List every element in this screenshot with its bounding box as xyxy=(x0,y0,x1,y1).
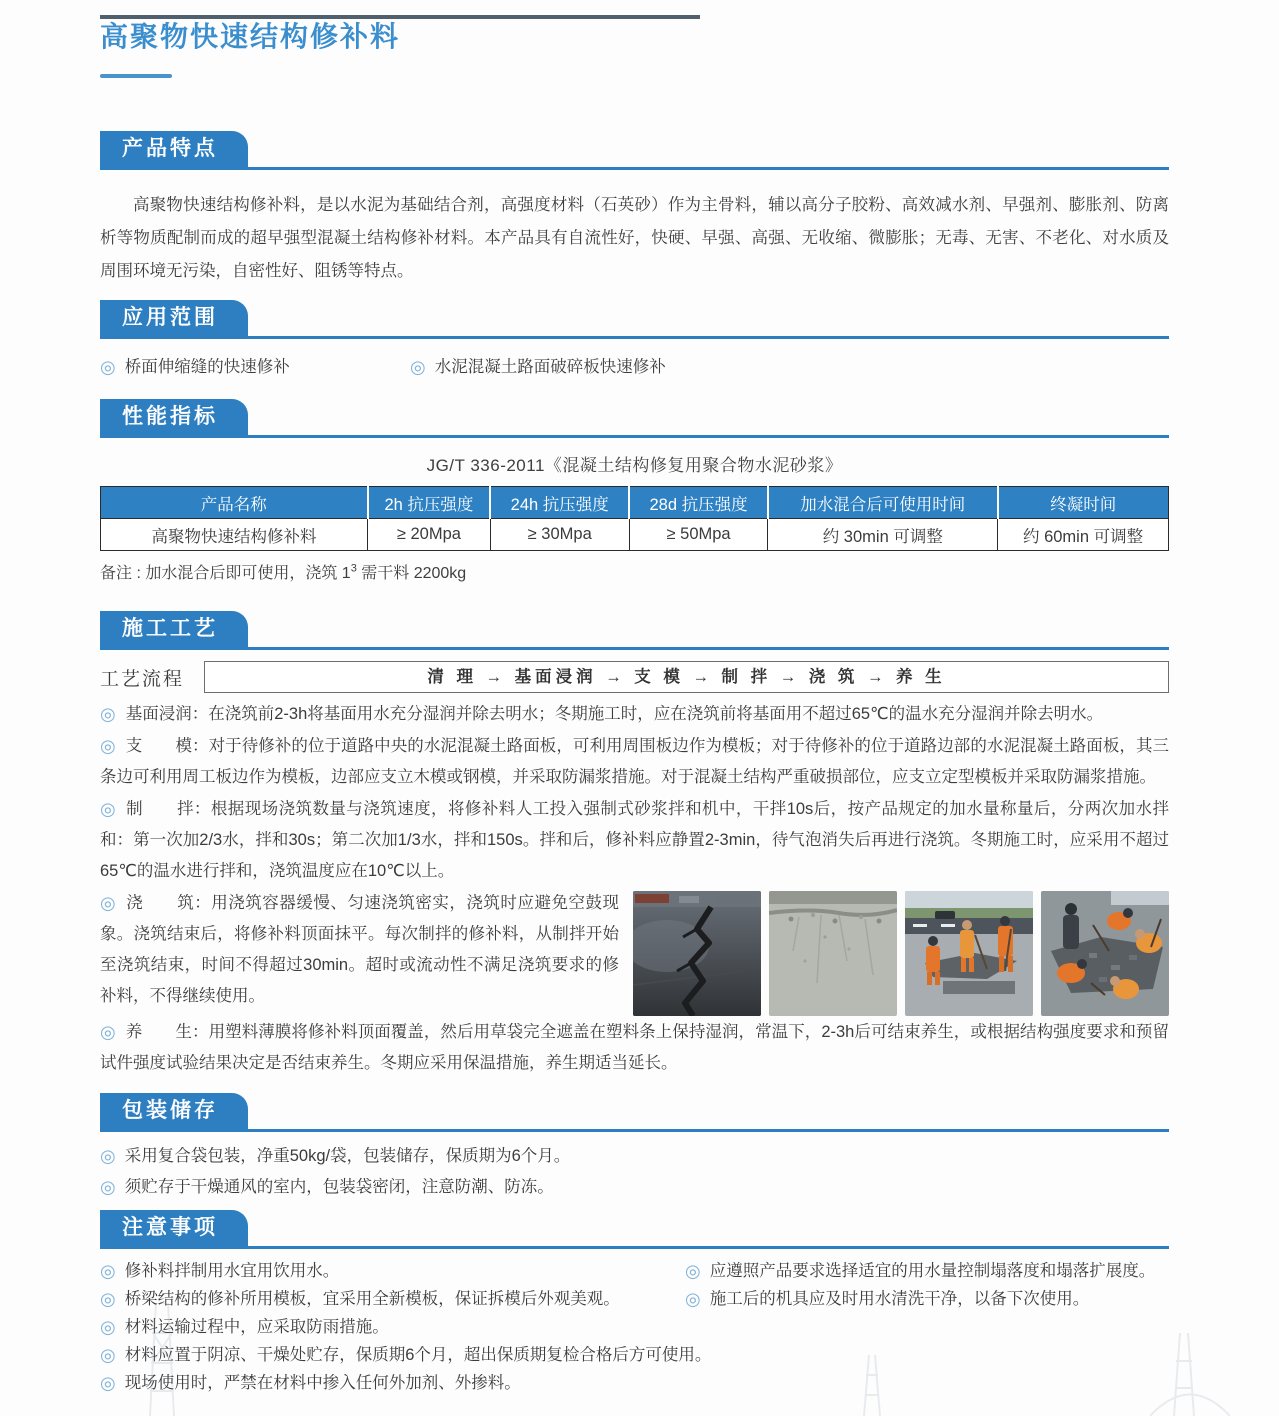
list-item-text: 材料运输过程中，应采取防雨措施。 xyxy=(124,1318,389,1336)
bullet-icon: ◎ xyxy=(685,1289,701,1309)
step-text: 制 拌：根据现场浇筑数量与浇筑速度，将修补料人工投入强制式砂浆拌和机中，干拌10s后，按产品规定的加水量称量后，分两次加水拌和：第一次加2/3水，拌和30s；第二次加1/3水，拌和150s。拌和后，修补料应静置2-3min，待气泡消失后再进行浇筑。冬期施工时，应采用不超过65℃的温水进行拌和，浇筑温度应在10℃以上。 xyxy=(100,800,1169,880)
applications-list xyxy=(100,352,1169,381)
list-item-text: 应遵照产品要求选择适宜的用水量控制塌落度和塌落扩展度。 xyxy=(709,1262,1156,1280)
table-cell: 约 60min 可调整 xyxy=(998,519,1169,551)
top-edge-strip xyxy=(100,15,700,19)
bullet-icon: ◎ xyxy=(100,1261,116,1281)
damaged-concrete-photo xyxy=(769,891,897,1016)
list-item-text: 修补料拌制用水宜用饮用水。 xyxy=(124,1262,340,1280)
header-cell: 24h 抗压强度 xyxy=(490,487,629,519)
process-step xyxy=(100,1016,1169,1079)
process-step xyxy=(100,793,1169,887)
packaging-list xyxy=(100,1140,1169,1202)
section-tab-applications: 应用范围 xyxy=(100,300,248,336)
table-cell: 约 30min 可调整 xyxy=(768,519,998,551)
bullet-icon: ◎ xyxy=(100,1022,116,1042)
bullet-icon: ◎ xyxy=(100,1373,116,1393)
list-item-text: 水泥混凝土路面破碎板快速修补 xyxy=(434,358,666,376)
section-tab-packaging: 包装储存 xyxy=(100,1093,248,1129)
section-header xyxy=(100,300,1169,339)
section-header xyxy=(100,1093,1169,1132)
section-header xyxy=(100,1210,1169,1249)
process-step xyxy=(100,730,1169,793)
section-header xyxy=(100,399,1169,438)
list-item xyxy=(100,1171,1169,1202)
table-row xyxy=(101,519,1169,551)
list-item xyxy=(100,1341,1169,1369)
list-item xyxy=(685,1285,1169,1313)
section-performance xyxy=(0,399,1279,583)
bullet-icon: ◎ xyxy=(410,357,426,377)
road-repair-finishing-photo xyxy=(1041,891,1169,1016)
bullet-icon: ◎ xyxy=(100,799,117,819)
table-cell: ≥ 50Mpa xyxy=(629,519,768,551)
section-tab-process: 施工工艺 xyxy=(100,611,248,647)
pouring-step-row xyxy=(100,887,1169,1016)
list-item-text: 材料应置于阴凉、干燥处贮存，保质期6个月，超出保质期复检合格后方可使用。 xyxy=(124,1346,712,1364)
note-text: 需干料 2200kg xyxy=(356,565,467,582)
list-item-text: 桥面伸缩缝的快速修补 xyxy=(124,358,290,376)
section-tab-features: 产品特点 xyxy=(100,131,248,167)
step-text: 养 生：用塑料薄膜将修补料顶面覆盖，然后用草袋完全遮盖在塑料条上保持湿润，常温下，2-3h后可结束养生，或根据结构强度要求和预留试件强度试验结果决定是否结束养生。冬期应采用保温措施，养生期适当延长。 xyxy=(100,1023,1169,1072)
note-superscript: 3 xyxy=(350,562,357,575)
process-flow-row xyxy=(100,661,1169,693)
header-cell: 产品名称 xyxy=(101,487,368,519)
bullet-icon: ◎ xyxy=(100,1177,116,1197)
standard-reference: JG/T 336-2011《混凝土结构修复用聚合物水泥砂浆》 xyxy=(426,456,843,475)
flow-label: 工艺流程 xyxy=(100,668,185,690)
section-tab-performance: 性能指标 xyxy=(100,399,248,435)
features-paragraph: 高聚物快速结构修补料，是以水泥为基础结合剂，高强度材料（石英砂）作为主骨料，辅以高分子胶粉、高效减水剂、早强剂、膨胀剂、防离析等物质配制而成的超早强型混凝土结构修补材料。本产品具有自流性好，快硬、早强、高强、无收缩、微膨胀；无毒、无害、不老化、对水质及周围环境无污染，自密性好、阻锈等特点。 xyxy=(100,196,1169,280)
section-applications xyxy=(0,300,1279,381)
process-step xyxy=(100,887,619,1012)
section-features xyxy=(0,131,1279,288)
bullet-icon: ◎ xyxy=(100,1146,116,1166)
precautions-list xyxy=(100,1257,1169,1397)
list-item-text: 采用复合袋包装，净重50kg/袋，包装储存，保质期为6个月。 xyxy=(124,1147,571,1165)
bullet-icon: ◎ xyxy=(100,704,116,724)
header-cell: 2h 抗压强度 xyxy=(368,487,491,519)
tower-watermark-icon xyxy=(852,1355,892,1416)
bullet-icon: ◎ xyxy=(100,1317,116,1337)
title-underline xyxy=(100,74,172,78)
note-text: 备注 : 加水混合后即可使用，浇筑 1 xyxy=(100,565,351,582)
bullet-icon: ◎ xyxy=(100,1289,116,1309)
page-title: 高聚物快速结构修补料 xyxy=(100,21,401,52)
section-process xyxy=(0,611,1279,1079)
step-text: 基面浸润：在浇筑前2-3h将基面用水充分湿润并除去明水；冬期施工时，应在浇筑前将基面用不超过65℃的温水充分湿润并除去明水。 xyxy=(125,705,1104,723)
list-item-text: 施工后的机具应及时用水清洗干净，以备下次使用。 xyxy=(709,1290,1090,1308)
flow-diagram: 清 理 → 基面浸润 → 支 模 → 制 拌 → 浇 筑 → 养 生 xyxy=(204,661,1169,693)
list-item xyxy=(100,1313,1169,1341)
table-cell: 高聚物快速结构修补料 xyxy=(101,519,368,551)
road-repair-pouring-photo xyxy=(905,891,1033,1016)
list-item xyxy=(410,352,1169,381)
list-item xyxy=(685,1257,1169,1285)
performance-table xyxy=(100,486,1169,551)
site-photo-strip xyxy=(633,887,1169,1016)
tower-watermark-icon xyxy=(132,1303,192,1416)
list-item xyxy=(100,352,410,381)
process-step xyxy=(100,698,1169,730)
list-item xyxy=(100,1140,1169,1171)
list-item xyxy=(100,1257,685,1285)
table-cell: ≥ 30Mpa xyxy=(490,519,629,551)
cracked-pavement-photo xyxy=(633,891,761,1016)
table-header-row xyxy=(101,487,1169,519)
header-cell: 28d 抗压强度 xyxy=(629,487,768,519)
list-item-text: 现场使用时，严禁在材料中掺入任何外加剂、外掺料。 xyxy=(124,1374,521,1392)
bullet-icon: ◎ xyxy=(685,1261,701,1281)
bridge-watermark-icon xyxy=(1150,1333,1230,1416)
bullet-icon: ◎ xyxy=(100,357,116,377)
header-cell: 终凝时间 xyxy=(998,487,1169,519)
list-item-text: 须贮存于干燥通风的室内，包装袋密闭，注意防潮、防冻。 xyxy=(124,1178,554,1196)
section-header xyxy=(100,131,1169,170)
list-item-text: 桥梁结构的修补所用模板，宜采用全新模板，保证拆模后外观美观。 xyxy=(124,1290,620,1308)
section-header xyxy=(100,611,1169,650)
section-tab-precautions: 注意事项 xyxy=(100,1210,248,1246)
header-cell: 加水混合后可使用时间 xyxy=(768,487,998,519)
section-packaging xyxy=(0,1093,1279,1202)
bullet-icon: ◎ xyxy=(100,1345,116,1365)
bullet-icon: ◎ xyxy=(100,736,116,756)
bullet-icon: ◎ xyxy=(100,893,117,913)
step-text: 浇 筑：用浇筑容器缓慢、匀速浇筑密实，浇筑时应避免空鼓现象。浇筑结束后，将修补料顶面抹平。每次制拌的修补料，从制拌开始至浇筑结束，时间不得超过30min。超时或流动性不满足浇筑要求的修补料，不得继续使用。 xyxy=(100,894,619,1005)
step-text: 支 模：对于待修补的位于道路中央的水泥混凝土路面板，可利用周围板边作为模板；对于待修补的位于道路边部的水泥混凝土路面板，其三条边可利用周工板边作为模板，边部应支立木模或钢模，并采取防漏浆措施。对于混凝土结构严重破损部位，应支立定型模板并采取防漏浆措施。 xyxy=(100,737,1170,786)
list-item xyxy=(100,1369,1169,1397)
table-note xyxy=(100,560,1169,583)
table-cell: ≥ 20Mpa xyxy=(368,519,491,551)
